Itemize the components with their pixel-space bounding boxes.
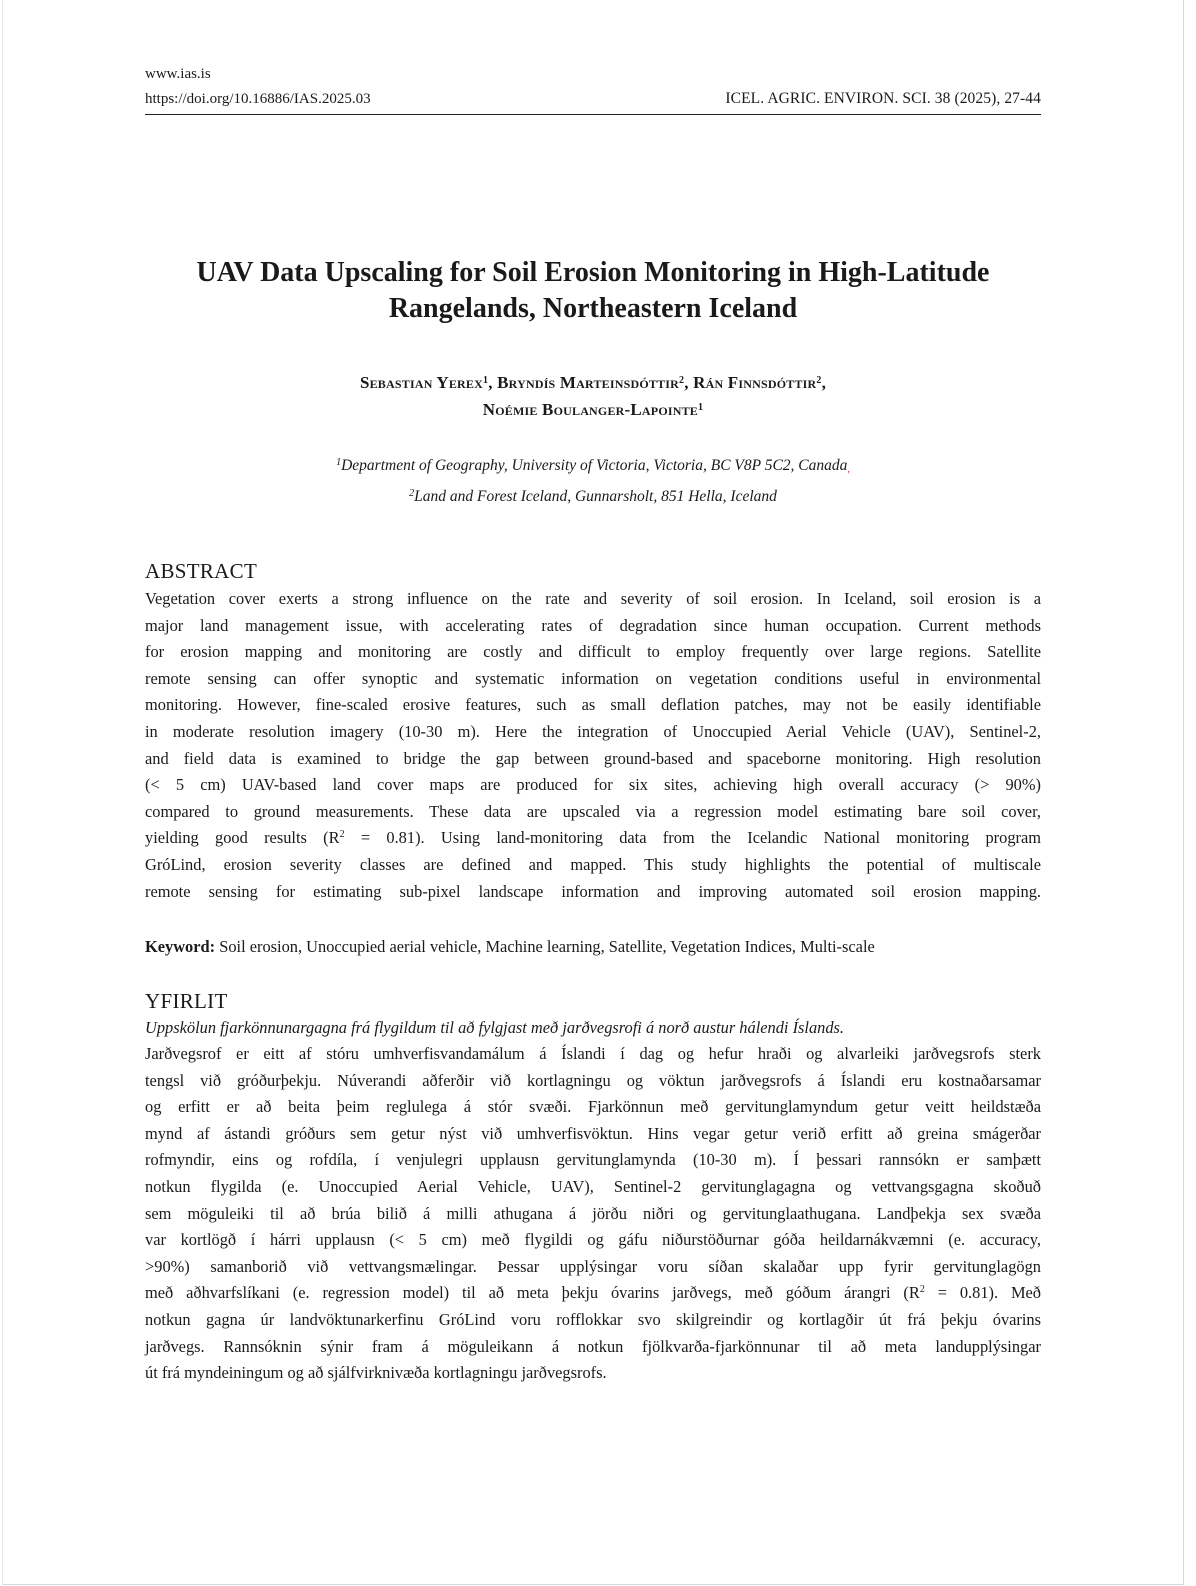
abstract-line-text: = 0.81). Using land-monitoring data from the Icelandic National monitoring program [344,828,1041,848]
yfirlit-line: rofmyndir, eins og rofdíla, í venjulegri upplausn gervitunglamynda (10-30 m). Í þessari rannsókn er samþætt [145,1150,1041,1170]
affiliation-marker: 2 [409,487,415,499]
abstract-line [145,825,1041,852]
title-line-2: Rangelands, Northeastern Iceland [388,293,798,324]
author-separator: , [488,373,498,392]
abstract-line: remote sensing for estimating sub-pixel landscape information and improving automated soil erosion mapping. [145,881,1041,901]
yfirlit-subtitle: Uppskölun fjarkönnunargagna frá flygildum til að fylgjast með jarðvegsrofi á norð austur hálendi Íslands. [145,1018,845,1037]
yfirlit-line: mynd af ástandi gróðurs sem getur nýst við umhverfisvöktun. Hins vegar getur verið erfitt að greina smágerðar [145,1123,1041,1143]
r-squared-superscript: 2 [339,829,345,841]
yfirlit-line: notkun flygilda (e. Unoccupied Aerial Vehicle, UAV), Sentinel-2 gervitunglagagna og vettvangsgagna skoðuð [145,1176,1041,1196]
doi-link[interactable]: https://doi.org/10.16886/IAS.2025.03 [145,91,371,107]
yfirlit-line: var kortlögð í hárri upplausn (< 5 cm) með flygildi og gáfu niðurstöðurnar góða heildarnákvæmni (e. accuracy, [145,1230,1041,1250]
affiliation-2 [145,484,1041,511]
yfirlit-line: notkun gagna úr landvöktunarkerfinu GróLind voru rofflokkar svo skilgreindir og kortlagðir út frá þekju óvarins [145,1309,1041,1329]
author-name: Sebastian Yerex [359,373,483,392]
abstract-body [145,586,1041,905]
author-line-1 [145,369,1041,396]
header-rule [145,114,1041,115]
yfirlit-line: tengsl við gróðurþekju. Núverandi aðferðir við kortlagningu og vöktun jarðvegsrofs á Íslandi eru kostnaðarsamar [145,1070,1041,1090]
affiliation-1 [145,453,1041,484]
author-name: Bryndís Marteinsdóttir [497,373,680,392]
abstract-line: for erosion mapping and monitoring are costly and difficult to employ frequently over large regions. Satellite [145,642,1041,662]
yfirlit-line: Jarðvegsrof er eitt af stóru umhverfisvandamálum á Íslandi í dag og hefur hraði og alvarleiki jarðvegsrofs sterk [145,1044,1041,1063]
edit-mark-icon: , [847,464,850,475]
abstract-line: in moderate resolution imagery (10-30 m). Here the integration of Unoccupied Aerial Vehicle (UAV), Sentinel-2, [145,721,1041,741]
yfirlit-line: út frá myndeiningum og að sjálfvirknivæða kortlagningu jarðvegsrofs. [145,1363,607,1383]
yfirlit-line [145,1280,1041,1307]
yfirlit-line: og erfitt er að beita þeim reglulega á stór svæði. Fjarkönnun með gervitunglamyndum getur veitt heildstæða [145,1097,1041,1117]
abstract-heading: ABSTRACT [145,559,258,583]
yfirlit-line: jarðvegs. Rannsóknin sýnir fram á möguleikann á notkun fjölkvarða-fjarkönnunar til að meta landupplýsingar [145,1336,1041,1356]
abstract-line: compared to ground measurements. These data are upscaled via a regression model estimating bare soil cover, [145,801,1041,821]
keywords [145,934,1041,960]
abstract-line: and field data is examined to bridge the gap between ground-based and spaceborne monitoring. High resolution [145,748,1041,768]
author-name: Noémie Boulanger-Lapointe [482,400,698,419]
abstract-line: monitoring. However, fine-scaled erosive features, such as small deflation patches, may not be easily identifiable [145,695,1041,715]
r-squared-superscript: 2 [919,1284,925,1296]
affiliations [145,453,1041,510]
yfirlit-line: >90%) samanborið við vettvangsmælingar. Þessar upplýsingar voru síðan skalaðar upp fyrir gervitunglagögn [145,1256,1041,1276]
journal-website[interactable]: www.ias.is [145,66,211,82]
author-affiliation-marker: 2 [679,375,685,386]
yfirlit-line: sem möguleiki til að brúa bilið á milli athugana á jörðu niðri og gervitunglaathugana. Landþekja sex svæða [145,1203,1041,1223]
keywords-text: Soil erosion, Unoccupied aerial vehicle, Machine learning, Satellite, Vegetation Indices, Multi-scale [215,937,875,956]
yfirlit-section [145,988,1041,1387]
title-line-1: UAV Data Upscaling for Soil Erosion Monitoring in High-Latitude [196,257,990,288]
page-header [145,62,1041,115]
affiliation-text: Department of Geography, University of Victoria, Victoria, BC V8P 5C2, Canada [341,457,848,474]
abstract-line: GróLind, erosion severity classes are defined and mapped. This study highlights the potential of multiscale [145,854,1041,874]
paper-page [2,0,1184,1585]
abstract-line: major land management issue, with accelerating rates of degradation since human occupation. Current methods [145,615,1041,635]
affiliation-marker: 1 [336,457,342,468]
paper-title [145,255,1041,327]
abstract-line: remote sensing can offer synoptic and systematic information on vegetation conditions useful in environmental [145,668,1041,688]
yfirlit-body [145,1041,1041,1387]
abstract-section [145,558,1041,905]
author-affiliation-marker: 1 [698,402,704,413]
affiliation-text: Land and Forest Iceland, Gunnarsholt, 851 Hella, Iceland [414,487,777,505]
abstract-line-text: yielding good results (R [145,828,340,848]
yfirlit-line-text: með aðhvarfslíkani (e. regression model) til að meta þekju óvarins jarðvegs, með góðum árangri (R [145,1283,920,1303]
yfirlit-heading: YFIRLIT [145,989,228,1013]
author-separator: , [684,373,694,392]
author-list [145,369,1041,423]
keywords-label: Keyword: [145,937,216,956]
author-name: Rán Finnsdóttir [693,373,817,392]
author-separator: , [821,373,827,392]
yfirlit-line-text: = 0.81). Með [924,1283,1041,1303]
abstract-line: Vegetation cover exerts a strong influence on the rate and severity of soil erosion. In Iceland, soil erosion is a [145,589,1041,608]
abstract-line: (< 5 cm) UAV-based land cover maps are produced for six sites, achieving high overall accuracy (> 90%) [145,775,1041,795]
author-affiliation-marker: 1 [483,375,489,386]
author-line-2 [145,396,1041,423]
journal-citation: ICEL. AGRIC. ENVIRON. SCI. 38 (2025), 27-44 [725,90,1041,107]
author-affiliation-marker: 2 [816,375,822,386]
